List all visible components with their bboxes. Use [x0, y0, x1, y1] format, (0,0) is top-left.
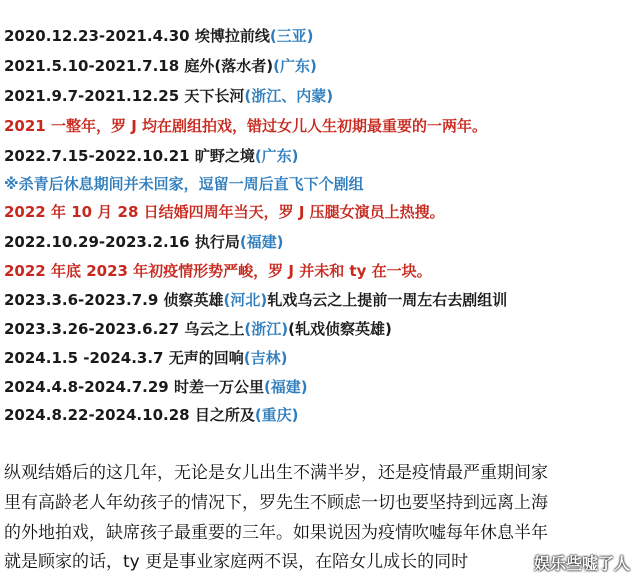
timeline-line-2 — [4, 56, 636, 76]
entry-title: 庭外(落水者) — [184, 57, 274, 75]
entry-location: (福建) — [263, 378, 308, 396]
paragraph-line-4: 就是顾家的话，ty 更是事业家庭两不误，在陪女儿成长的同时 — [4, 552, 469, 572]
entry-date: 2023.3.26-2023.6.27 — [4, 320, 180, 338]
entry-location: (广东) — [254, 147, 299, 165]
entry-title: 侦察英雄 — [163, 291, 224, 309]
entry-extra: (轧戏侦察英雄) — [288, 320, 392, 338]
timeline-highlight-3: 2022 年底 2023 年初疫情形势严峻，罗 J 并未和 ty 在一块。 — [4, 262, 432, 280]
timeline-line-5 — [4, 146, 636, 166]
entry-date: 2024.1.5 -2024.3.7 — [4, 349, 164, 367]
paragraph-line-3: 的外地拍戏，缺席孩子最重要的三年。如果说因为疫情吹嘘每年休息半年 — [4, 523, 548, 543]
entry-location: (三亚) — [269, 27, 314, 45]
timeline-line-1 — [4, 26, 636, 46]
entry-date: 2021.9.7-2021.12.25 — [4, 87, 180, 105]
timeline-line-12 — [4, 348, 636, 368]
entry-title: 目之所及 — [194, 406, 255, 424]
timeline-line-10 — [4, 290, 636, 310]
watermark: 娱乐些嘘了人 — [533, 554, 630, 573]
paragraph-line-1: 纵观结婚后的这几年，无论是女儿出生不满半岁，还是疫情最严重期间家 — [4, 463, 548, 483]
timeline-line-11 — [4, 319, 636, 339]
entry-extra: 轧戏乌云之上提前一周左右去剧组训 — [267, 291, 508, 309]
entry-location: (广东) — [273, 57, 317, 75]
timeline-line-14 — [4, 405, 636, 425]
timeline-note: ※杀青后休息期间并未回家，逗留一周后直飞下个剧组 — [4, 175, 364, 193]
entry-date: 2022.10.29-2023.2.16 — [4, 233, 190, 251]
entry-location: (福建) — [239, 233, 284, 251]
timeline-line-13 — [4, 377, 636, 397]
entry-location: (吉林) — [243, 349, 288, 367]
entry-date: 2022.7.15-2022.10.21 — [4, 147, 190, 165]
entry-title: 埃博拉前线 — [194, 27, 270, 45]
paragraph-line-2: 里有高龄老人年幼孩子的情况下，罗先生不顾虑一切也要坚持到远离上海 — [4, 493, 548, 513]
entry-date: 2021.5.10-2021.7.18 — [4, 57, 180, 75]
timeline-highlight-2: 2022 年 10 月 28 日结婚四周年当天，罗 J 压腿女演员上热搜。 — [4, 203, 445, 221]
entry-title: 乌云之上 — [184, 320, 245, 338]
entry-date: 2024.8.22-2024.10.28 — [4, 406, 190, 424]
entry-title: 执行局 — [194, 233, 240, 251]
entry-title: 无声的回响 — [168, 349, 244, 367]
timeline-highlight-1: 2021 一整年，罗 J 均在剧组拍戏，错过女儿人生初期最重要的一两年。 — [4, 117, 487, 135]
timeline-line-3 — [4, 86, 636, 106]
entry-title: 时差一万公里 — [173, 378, 264, 396]
entry-location: (浙江、内蒙) — [244, 87, 334, 105]
timeline-line-8 — [4, 232, 636, 252]
entry-location: (浙江) — [244, 320, 289, 338]
entry-location: (重庆) — [254, 406, 299, 424]
entry-date: 2024.4.8-2024.7.29 — [4, 378, 169, 396]
entry-title: 旷野之境 — [194, 147, 255, 165]
entry-date: 2023.3.6-2023.7.9 — [4, 291, 159, 309]
entry-date: 2020.12.23-2021.4.30 — [4, 27, 190, 45]
entry-title: 天下长河 — [184, 87, 245, 105]
entry-location: (河北) — [223, 291, 268, 309]
